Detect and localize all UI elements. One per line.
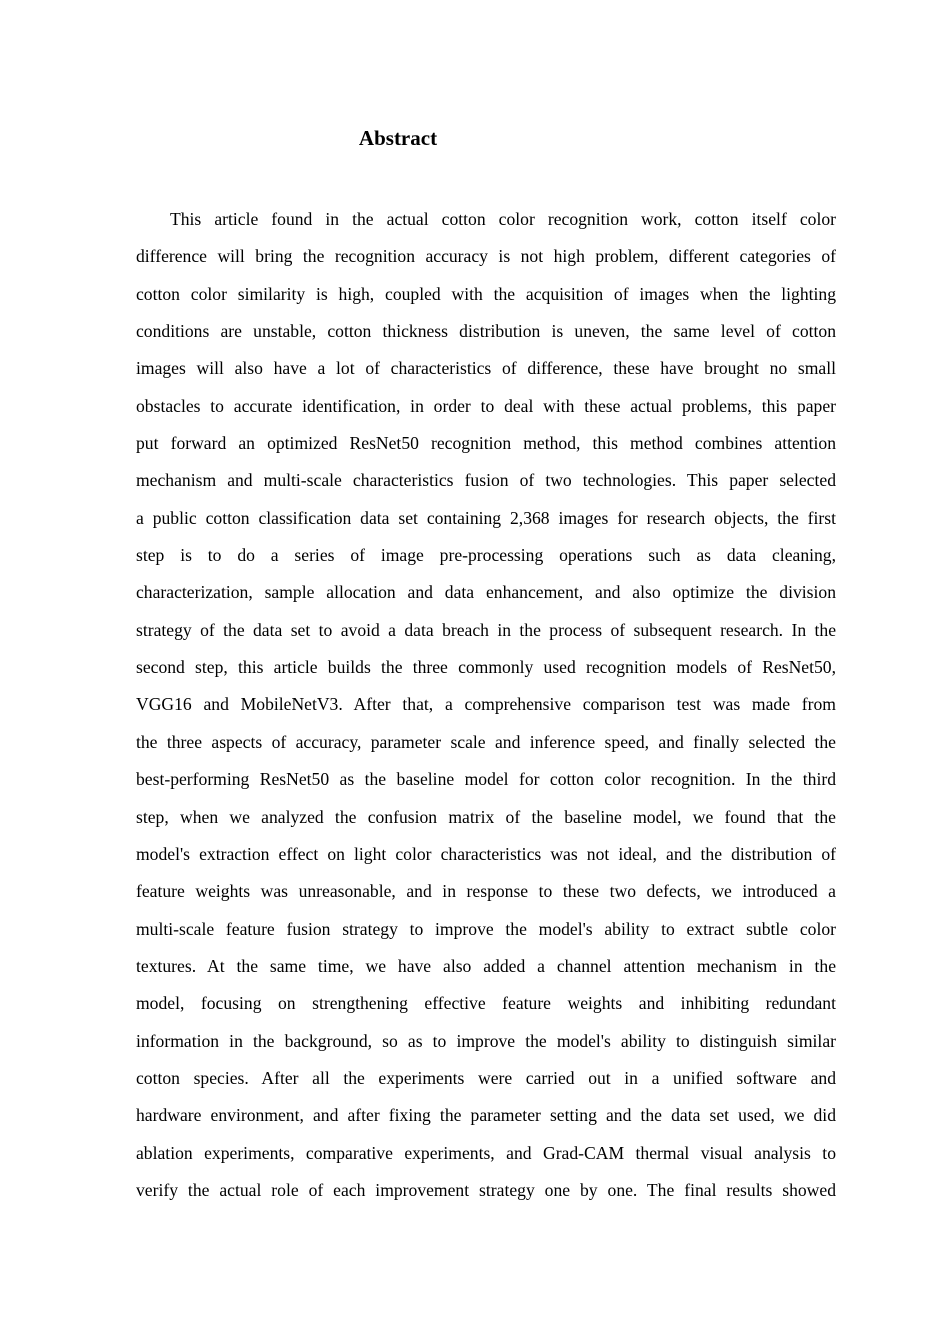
abstract-line: step, when we analyzed the confusion matrix of the baseline model, we found that the <box>136 806 836 827</box>
abstract-line: textures. At the same time, we have also added a channel attention mechanism in the <box>136 955 836 976</box>
abstract-line: difference will bring the recognition accuracy is not high problem, different categories of <box>136 246 836 267</box>
abstract-line: characterization, sample allocation and data enhancement, and also optimize the division <box>136 582 836 603</box>
abstract-body <box>136 201 836 1209</box>
abstract-title: Abstract <box>358 126 438 150</box>
abstract-line: verify the actual role of each improvement strategy one by one. The final results showed <box>136 1179 836 1200</box>
abstract-line: step is to do a series of image pre-processing operations such as data cleaning, <box>136 545 836 566</box>
abstract-line: images will also have a lot of characteristics of difference, these have brought no small <box>136 358 836 379</box>
abstract-line: mechanism and multi-scale characteristics fusion of two technologies. This paper selected <box>136 470 836 491</box>
abstract-line: cotton species. After all the experiments were carried out in a unified software and <box>136 1067 836 1088</box>
abstract-line: put forward an optimized ResNet50 recognition method, this method combines attention <box>136 433 836 454</box>
abstract-line: a public cotton classification data set containing 2,368 images for research objects, the first <box>136 507 836 528</box>
abstract-line: VGG16 and MobileNetV3. After that, a comprehensive comparison test was made from <box>136 694 836 715</box>
abstract-line: conditions are unstable, cotton thickness distribution is uneven, the same level of cotton <box>136 321 836 342</box>
abstract-line: strategy of the data set to avoid a data breach in the process of subsequent research. In the <box>136 619 836 640</box>
abstract-line: best-performing ResNet50 as the baseline model for cotton color recognition. In the third <box>136 769 836 790</box>
abstract-line: feature weights was unreasonable, and in response to these two defects, we introduced a <box>136 881 836 902</box>
abstract-line: This article found in the actual cotton color recognition work, cotton itself color <box>170 209 836 229</box>
abstract-line: cotton color similarity is high, coupled with the acquisition of images when the lighting <box>136 283 836 304</box>
abstract-line: information in the background, so as to improve the model's ability to distinguish similar <box>136 1030 836 1051</box>
abstract-line: obstacles to accurate identification, in order to deal with these actual problems, this paper <box>136 395 836 416</box>
abstract-line: multi-scale feature fusion strategy to improve the model's ability to extract subtle color <box>136 918 836 939</box>
abstract-line: model's extraction effect on light color characteristics was not ideal, and the distribution of <box>136 843 836 864</box>
abstract-line: model, focusing on strengthening effective feature weights and inhibiting redundant <box>136 993 836 1014</box>
abstract-line: the three aspects of accuracy, parameter scale and inference speed, and finally selected the <box>136 731 836 752</box>
abstract-line: second step, this article builds the three commonly used recognition models of ResNet50, <box>136 657 836 678</box>
abstract-line: hardware environment, and after fixing the parameter setting and the data set used, we did <box>136 1105 836 1126</box>
abstract-line: ablation experiments, comparative experiments, and Grad-CAM thermal visual analysis to <box>136 1142 836 1163</box>
